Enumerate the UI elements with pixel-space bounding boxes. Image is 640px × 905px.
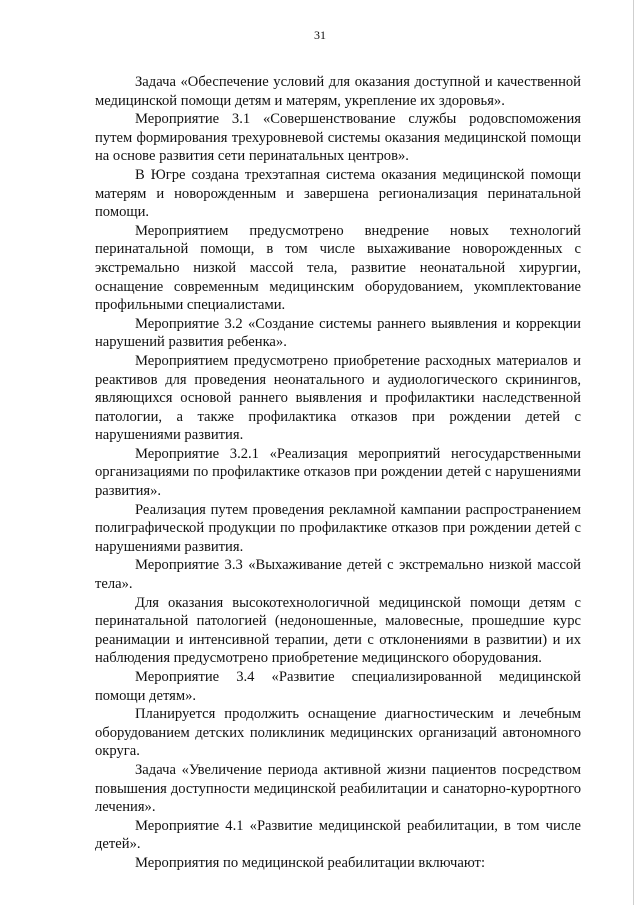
paragraph-advertising-campaign: Реализация путем проведения рекламной кампании распространением полиграфической продукции по профилактике отказов при рождении детей с нарушениями развития. [95,501,581,555]
paragraph-measure-3-4: Мероприятие 3.4 «Развитие специализированной медицинской помощи детям». [95,669,581,704]
paragraph-equipment-plan: Планируется продолжить оснащение диагностическим и лечебным оборудованием детских поликлиник медицинских организаций автономного округа. [95,706,581,760]
scan-edge-line [633,0,634,905]
paragraph-yugra-system: В Югре создана трехэтапная система оказания медицинской помощи матерям и новорожденным и завершена регионализация перинатальной помощи. [95,166,581,221]
paragraph-perinatal-technologies: Мероприятием предусмотрено внедрение новых технологий перинатальной помощи, в том числе выхаживание новорожденных с экстремально низкой массой тела, развитие неонатальной хирургии, оснащение современным медицинским оборудованием, укомплектование профильными специалистами. [95,222,581,314]
paragraph-measure-3-2: Мероприятие 3.2 «Создание системы раннего выявления и коррекции нарушений развития ребенка». [95,315,581,351]
paragraph-measure-3-1: Мероприятие 3.1 «Совершенствование службы родовспоможения путем формирования трехуровневой системы оказания медицинской помощи на основе развития сети перинатальных центров». [95,111,581,165]
paragraph-task-mother-child-care: Задача «Обеспечение условий для оказания доступной и качественной медицинской помощи детям и матерям, укрепление их здоровья». [95,74,581,109]
page-number: 31 [314,28,326,42]
paragraph-rehabilitation-measures: Мероприятия по медицинской реабилитации включают: [135,854,485,871]
paragraph-measure-3-3: Мероприятие 3.3 «Выхаживание детей с экстремально низкой массой тела». [95,557,581,593]
paragraph-measure-4-1: Мероприятие 4.1 «Развитие медицинской реабилитации, в том числе детей». [95,817,581,853]
paragraph-task-rehabilitation: Задача «Увеличение периода активной жизни пациентов посредством повышения доступности медицинской реабилитации и санаторно-курортного лечения». [95,761,581,816]
paragraph-high-tech-care: Для оказания высокотехнологичной медицинской помощи детям с перинатальной патологией (недоношенные, маловесные, прошедшие курс реанимации и интенсивной терапии, дети с отклонениями в развитии) и их наблюдения предусмотрено приобретение медицинского оборудования. [95,594,581,667]
paragraph-measure-3-2-1: Мероприятие 3.2.1 «Реализация мероприятий негосударственными организациями по профилактике отказов при рождении детей с нарушениями развития». [95,445,581,500]
paragraph-screening-materials: Мероприятием предусмотрено приобретение расходных материалов и реактивов для проведения неонатального и аудиологического скринингов, являющихся основой раннего выявления и профилактики наследственной патологии, а также профилактика отказов при рождении детей с нарушениями развития. [95,352,581,444]
document-body [95,73,581,873]
